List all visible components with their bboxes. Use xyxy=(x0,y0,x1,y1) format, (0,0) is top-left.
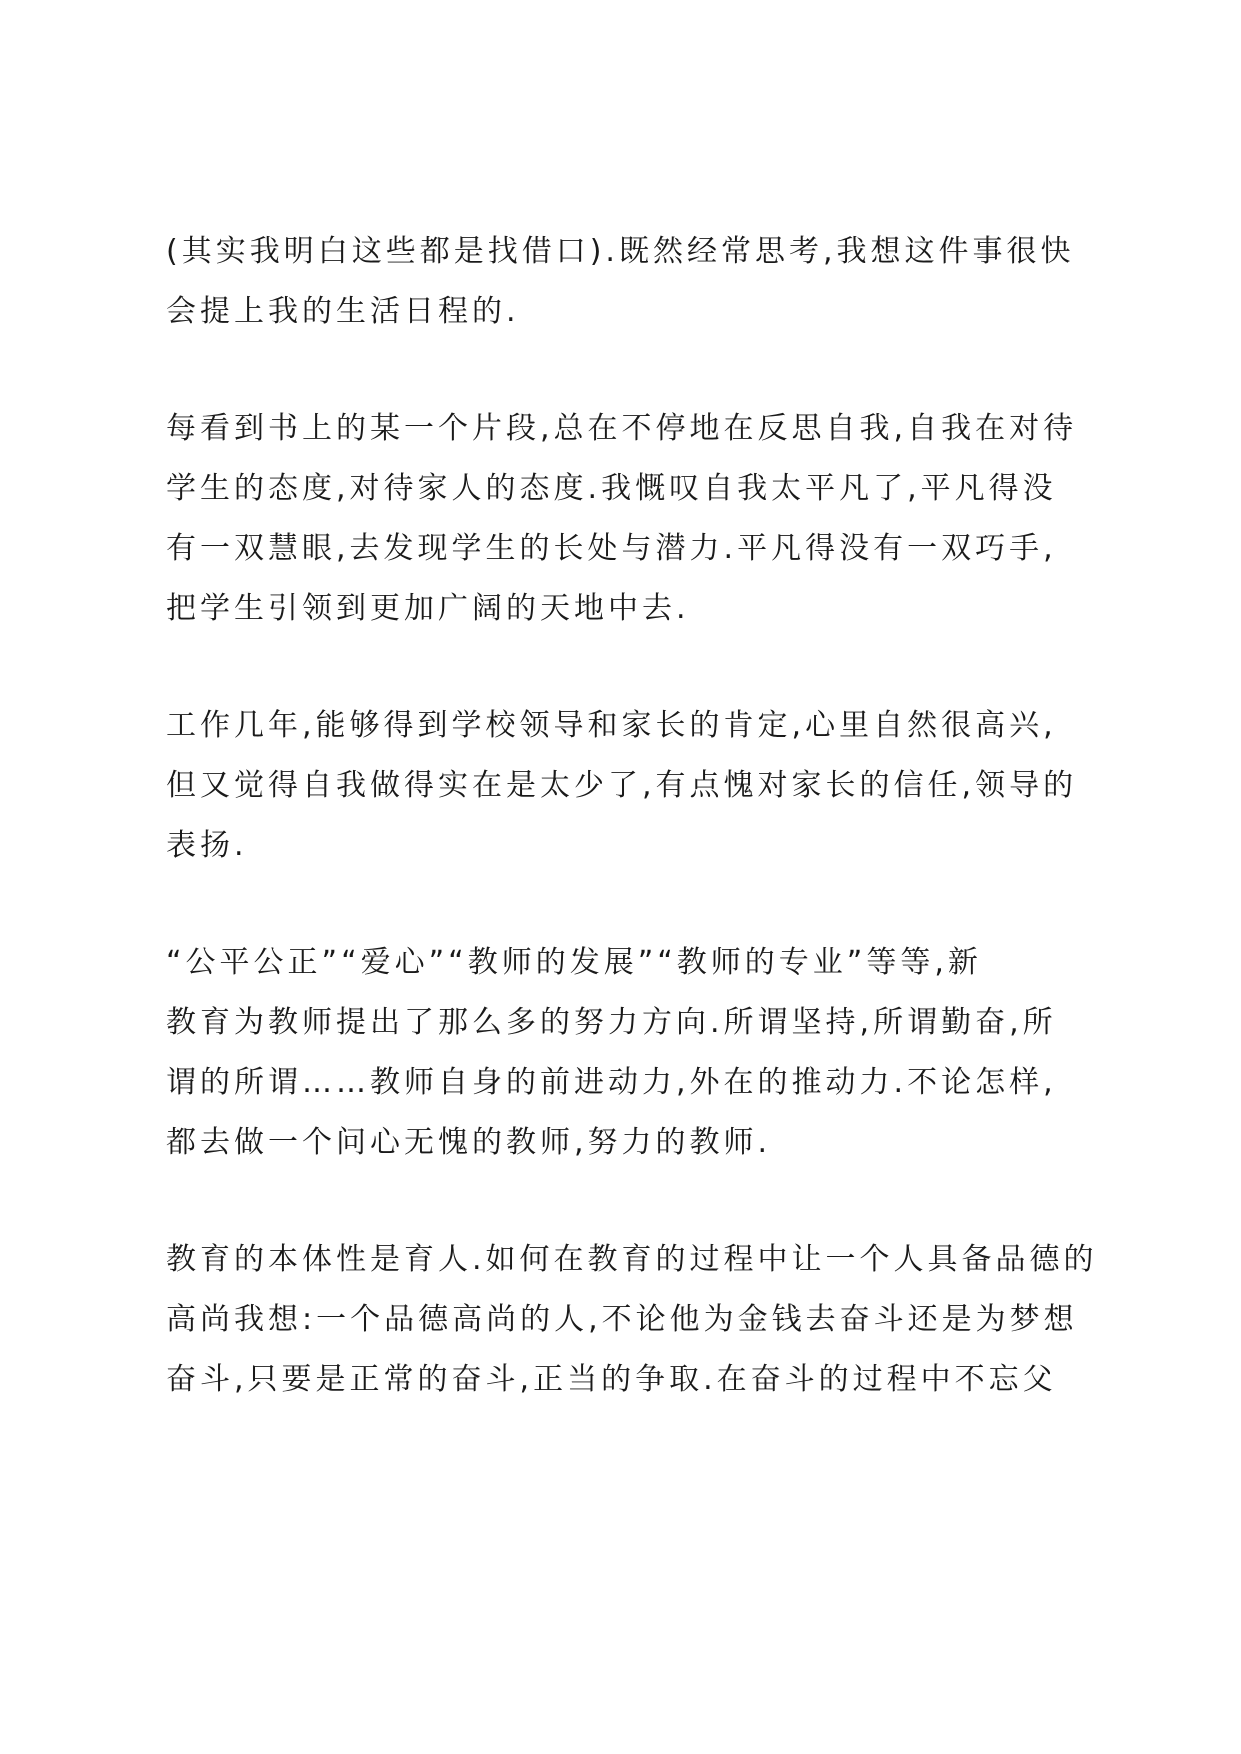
paragraph-1 xyxy=(166,222,1096,342)
document-body xyxy=(166,222,1096,1467)
text-line: 每看到书上的某一个片段,总在不停地在反思自我,自我在对待 xyxy=(166,411,1078,446)
text-line: 教育为教师提出了那么多的努力方向.所谓坚持,所谓勤奋,所 xyxy=(166,1005,1057,1040)
text-line: 高尚我想:一个品德高尚的人,不论他为金钱去奋斗还是为梦想 xyxy=(166,1302,1078,1337)
text-line: 教育的本体性是育人.如何在教育的过程中让一个人具备品德的 xyxy=(166,1242,1098,1277)
paragraph-5 xyxy=(166,1230,1096,1410)
text-line: 工作几年,能够得到学校领导和家长的肯定,心里自然很高兴, xyxy=(166,708,1057,743)
text-line: 奋斗,只要是正常的奋斗,正当的争取.在奋斗的过程中不忘父 xyxy=(166,1362,1057,1397)
paragraph-2 xyxy=(166,399,1096,639)
text-line: 学生的态度,对待家人的态度.我慨叹自我太平凡了,平凡得没 xyxy=(166,471,1057,506)
text-line: 谓的所谓……教师自身的前进动力,外在的推动力.不论怎样, xyxy=(166,1065,1057,1100)
text-line: 会提上我的生活日程的. xyxy=(166,294,520,329)
paragraph-4 xyxy=(166,933,1096,1173)
text-line: 表扬. xyxy=(166,828,248,863)
text-line: “公平公正”“爱心”“教师的发展”“教师的专业”等等,新 xyxy=(166,945,982,980)
text-line: 但又觉得自我做得实在是太少了,有点愧对家长的信任,领导的 xyxy=(166,768,1078,803)
text-line: (其实我明白这些都是找借口).既然经常思考,我想这件事很快 xyxy=(166,234,1075,269)
text-line: 把学生引领到更加广阔的天地中去. xyxy=(166,591,690,626)
text-line: 都去做一个问心无愧的教师,努力的教师. xyxy=(166,1125,772,1160)
paragraph-3 xyxy=(166,696,1096,876)
text-line: 有一双慧眼,去发现学生的长处与潜力.平凡得没有一双巧手, xyxy=(166,531,1057,566)
